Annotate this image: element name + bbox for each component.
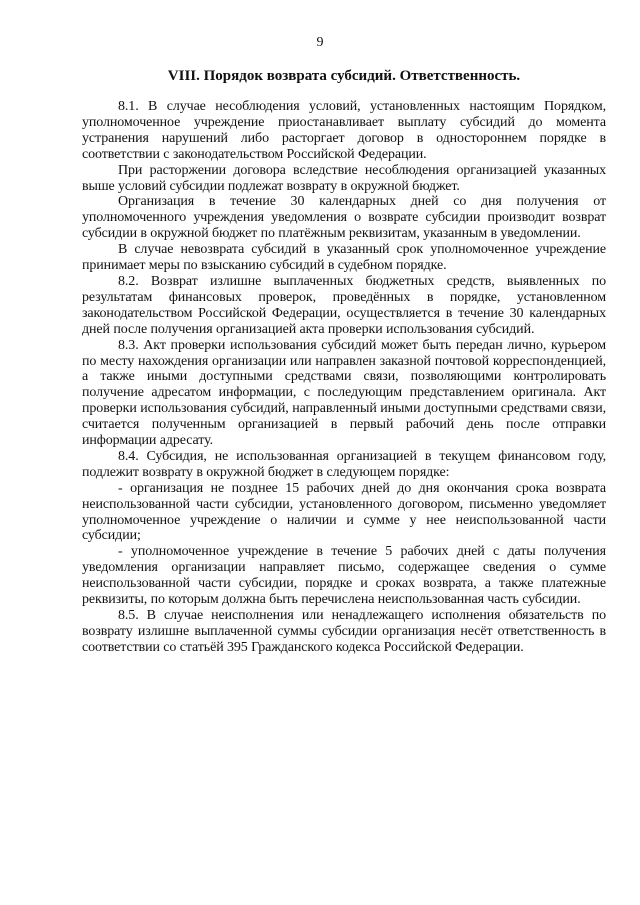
paragraph-8-4: 8.4. Субсидия, не использованная организацией в текущем финансовом году, подлежит возврату в окружной бюджет в следующем порядке: (82, 448, 606, 480)
document-body (82, 99, 606, 656)
list-item-letter: - уполномоченное учреждение в течение 5 рабочих дней с даты получения уведомления организации направляет письмо, содержащее сведения о сумме неиспользованной части субсидии, порядке и сроках возврата, а также платежные реквизиты, по которым должна быть перечислена неиспользованная часть субсидии. (82, 544, 606, 608)
paragraph-8-3: 8.3. Акт проверки использования субсидий может быть передан лично, курьером по месту нахождения организации или направлен заказной почтовой корреспонденцией, а также иными доступными средствами связи, позволяющими контролировать получение адресатом информации, с последующим представлением оригинала. Акт проверки использования субсидий, направленный иными доступными средствами связи, считается полученным организацией в первый рабочий день после отправки информации адресату. (82, 337, 606, 449)
paragraph-8-5: 8.5. В случае неисполнения или ненадлежащего исполнения обязательств по возврату излишне выплаченной суммы субсидии организация несёт ответственность в соответствии со статьёй 395 Гражданского кодекса Российской Федерации. (82, 608, 606, 655)
list-item-notification: - организация не позднее 15 рабочих дней до дня окончания срока возврата неиспользованной части субсидии, установленного договором, письменно уведомляет уполномоченное учреждение о наличии и сумме у нее неиспользованной части субсидии; (82, 480, 606, 544)
paragraph-termination: При расторжении договора вследствие несоблюдения организацией указанных выше условий субсидии подлежат возврату в окружной бюджет. (82, 162, 606, 194)
page-number: 9 (316, 35, 324, 50)
paragraph-8-2: 8.2. Возврат излишне выплаченных бюджетных средств, выявленных по результатам финансовых проверок, проведённых в порядке, установленном законодательством Российской Федерации, осуществляется в течение 30 календарных дней после получения организацией акта проверки использования субсидий. (82, 273, 606, 337)
section-title: VIII. Порядок возврата субсидий. Ответственность. (167, 68, 521, 84)
paragraph-refund-deadline: Организация в течение 30 календарных дней со дня получения от уполномоченного учреждения уведомления о возврате субсидии производит возврат субсидии в окружной бюджет по платёжным реквизитам, указанным в уведомлении. (82, 194, 606, 242)
paragraph-non-refund: В случае невозврата субсидий в указанный срок уполномоченное учреждение принимает меры по взысканию субсидий в судебном порядке. (82, 242, 606, 274)
paragraph-8-1: 8.1. В случае несоблюдения условий, установленных настоящим Порядком, уполномоченное учреждение приостанавливает выплату субсидий до момента устранения нарушений либо расторгает договор в одностороннем порядке в соответствии с законодательством Российской Федерации. (82, 99, 606, 162)
